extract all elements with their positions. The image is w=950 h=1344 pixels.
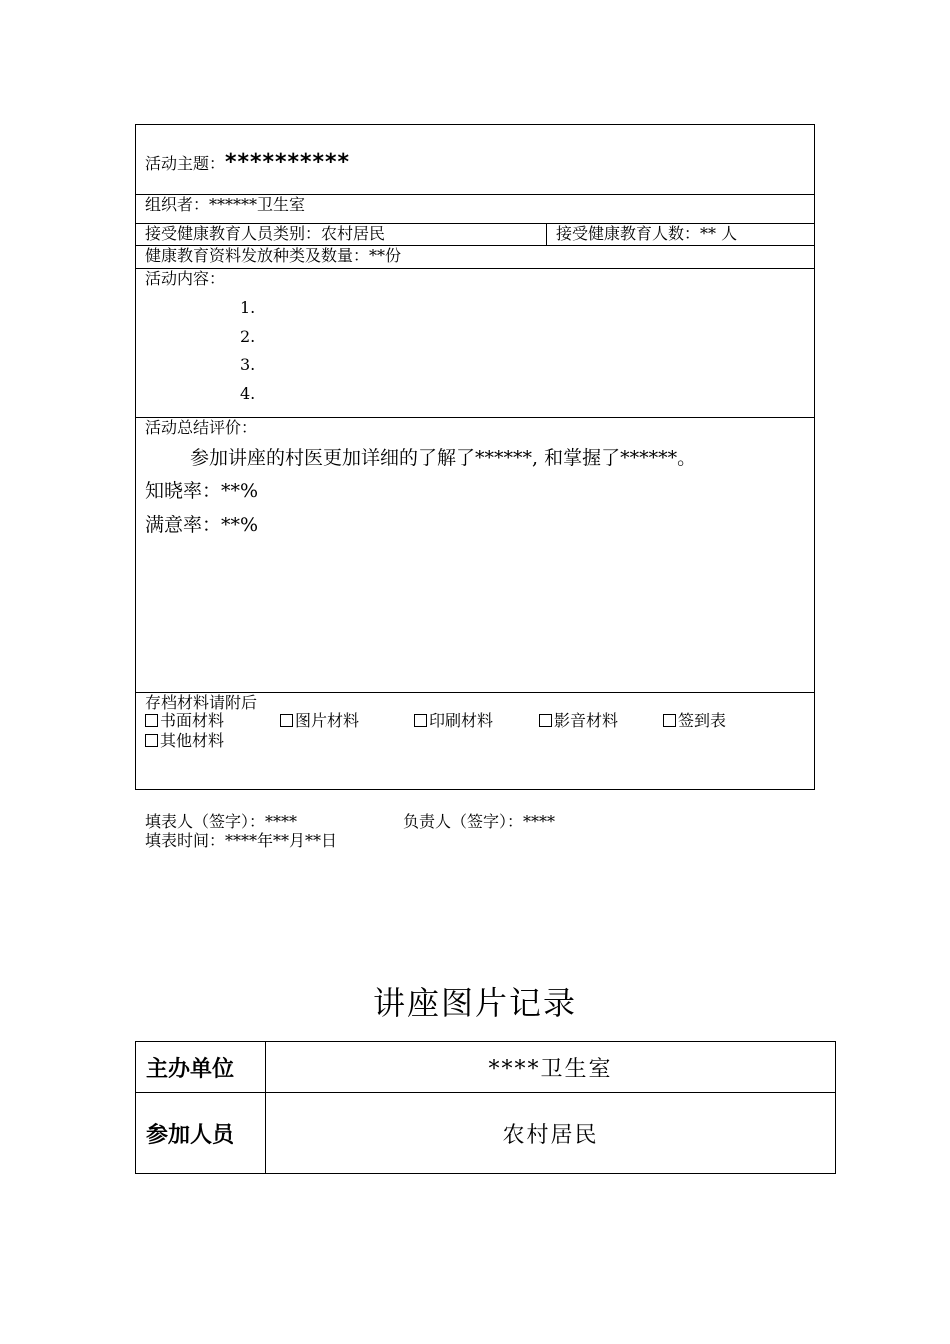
host-label: 主办单位 (136, 1042, 266, 1093)
fill-time: 填表时间：****年**月**日 (145, 831, 338, 850)
activity-form (135, 124, 815, 790)
checkbox-icon[interactable] (539, 714, 552, 727)
record-title: 讲座图片记录 (372, 984, 577, 1022)
content-item: 4. (240, 384, 256, 403)
row-divider (136, 268, 814, 269)
archive-option[interactable]: 签到表 (663, 711, 726, 731)
column-divider (546, 223, 547, 245)
table-row (136, 1093, 836, 1174)
content-item: 3. (240, 355, 256, 374)
recipient-type: 接受健康教育人员类别：农村居民 (145, 224, 386, 243)
checkbox-icon[interactable] (145, 714, 158, 727)
checkbox-icon[interactable] (145, 734, 158, 747)
materials-distributed: 健康教育资料发放种类及数量：**份 (145, 246, 402, 265)
responsible-signature: 负责人（签字）：**** (403, 812, 556, 831)
summary-label: 活动总结评价： (145, 418, 258, 437)
archive-option[interactable]: 其他材料 (145, 731, 224, 751)
filler-signature: 填表人（签字）：**** (145, 812, 298, 831)
archive-label: 存档材料请附后 (145, 693, 258, 712)
theme-row (145, 151, 350, 176)
content-item: 1. (240, 298, 256, 317)
content-label: 活动内容： (145, 269, 226, 288)
table-row (136, 1042, 836, 1093)
host-value: ****卫生室 (266, 1042, 836, 1093)
archive-option[interactable]: 印刷材料 (414, 711, 493, 731)
record-table (135, 1041, 836, 1174)
archive-option[interactable]: 影音材料 (539, 711, 618, 731)
theme-value: ********** (225, 150, 351, 175)
checkbox-icon[interactable] (280, 714, 293, 727)
checkbox-icon[interactable] (663, 714, 676, 727)
awareness-rate: 知晓率：**% (145, 480, 259, 502)
satisfaction-rate: 满意率：**% (145, 514, 259, 536)
archive-option[interactable]: 图片材料 (280, 711, 359, 731)
participants-label: 参加人员 (136, 1093, 266, 1174)
archive-option[interactable]: 书面材料 (145, 711, 224, 731)
organizer: 组织者：******卫生室 (145, 195, 306, 214)
theme-label: 活动主题： (145, 154, 226, 173)
summary-text: 参加讲座的村医更加详细的了解了******, 和掌握了******。 (190, 447, 697, 469)
participants-value: 农村居民 (266, 1093, 836, 1174)
content-item: 2. (240, 327, 256, 346)
checkbox-icon[interactable] (414, 714, 427, 727)
recipient-count: 接受健康教育人数：** 人 (556, 224, 738, 243)
